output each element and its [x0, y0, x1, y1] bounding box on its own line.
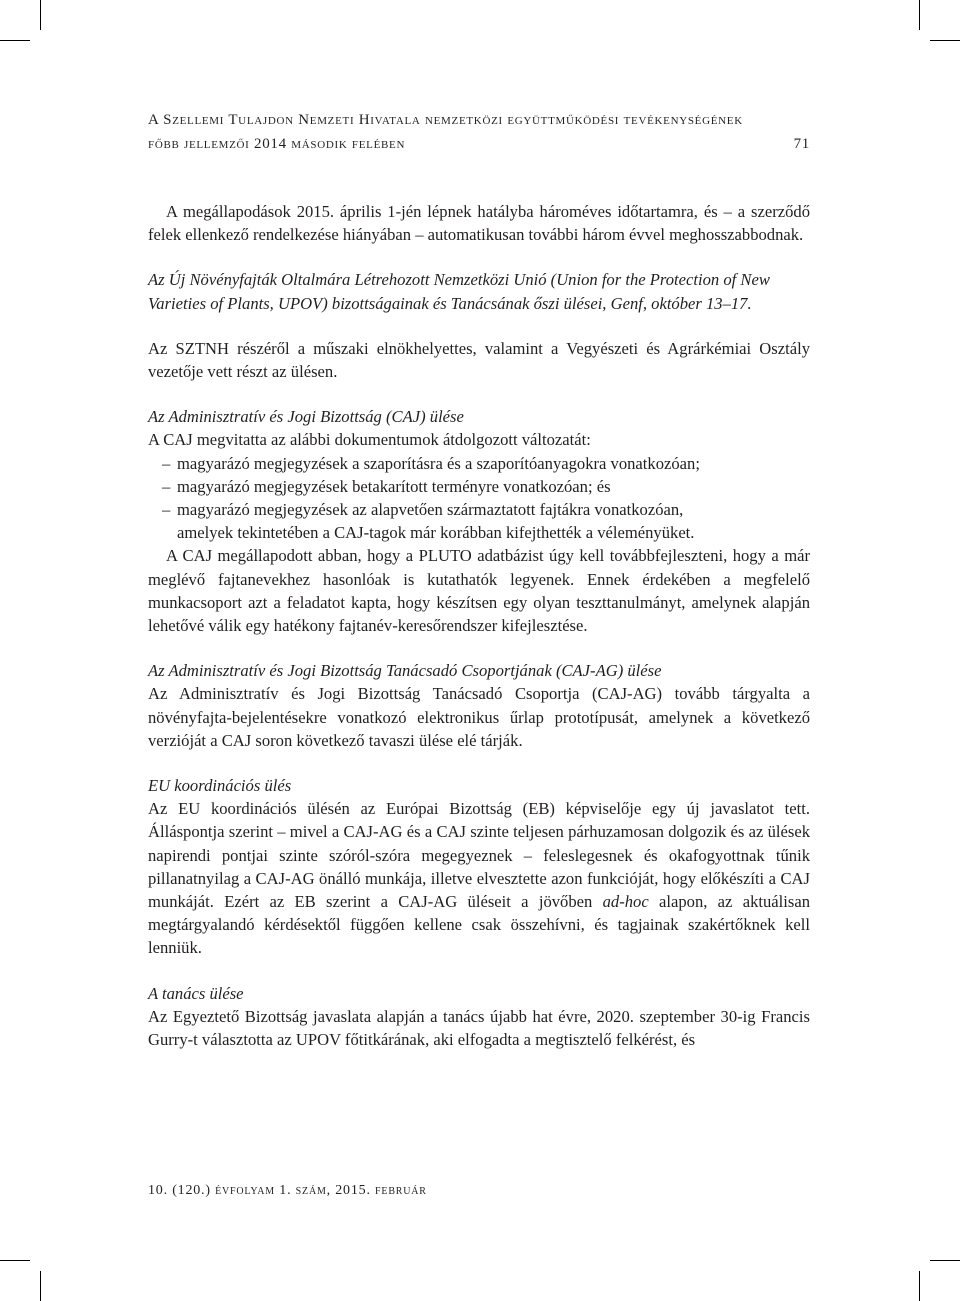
heading-eu: EU koordinációs ülés — [148, 776, 292, 796]
running-head-line1: A Szellemi Tulajdon Nemzeti Hivatala nemzetközi együttműködési tevékenységének — [148, 112, 743, 128]
running-head-line2: főbb jellemzői 2014 második felében — [148, 136, 406, 152]
crop-mark — [0, 1260, 30, 1261]
heading-upov: Az Új Növényfajták Oltalmára Létrehozott Nemzetközi Unió (Union for the Protection of New Varieties of Plants, UPOV) bizottságainak és Tanácsának őszi ülései, Genf, október 13–17. — [148, 270, 770, 313]
paragraph-caj-ag: Az Adminisztratív és Jogi Bizottság Tanácsadó Csoportja (CAJ-AG) tovább tárgyalta a növényfajta-bejelentésekre vonatkozó elektronikus űrlap prototípusát, amelynek a következő verzióját a CAJ soron következő tavaszi ülése elé tárják. — [148, 684, 810, 750]
body-text — [148, 200, 810, 1051]
heading-caj-ag: Az Adminisztratív és Jogi Bizottság Tanácsadó Csoportjának (CAJ-AG) ülése — [148, 661, 662, 681]
crop-mark — [0, 40, 30, 41]
crop-mark — [919, 1271, 920, 1301]
crop-mark — [930, 1260, 960, 1261]
list-tail: amelyek tekintetében a CAJ-tagok már korábban kifejthették a véleményüket. — [177, 523, 695, 543]
page-number: 71 — [793, 136, 810, 152]
paragraph-sztnh: Az SZTNH részéről a műszaki elnökhelyettes, valamint a Vegyészeti és Agrárkémiai Osztály vezetője vett részt az ülésen. — [148, 338, 810, 382]
heading-council: A tanács ülése — [148, 983, 244, 1003]
crop-mark — [40, 0, 41, 30]
running-head — [148, 108, 810, 156]
list-item: – magyarázó megjegyzések betakarított terményre vonatkozóan; és — [162, 476, 611, 496]
crop-mark — [919, 0, 920, 30]
paragraph-agreements: A megállapodások 2015. április 1-jén lépnek hatályba hároméves időtartamra, és – a szerződő felek ellenkező rendelkezése hiányában – automatikusan további három évvel meghosszabbodnak. — [148, 202, 810, 245]
paragraph-caj-intro: A CAJ megvitatta az alábbi dokumentumok átdolgozott változatát: — [148, 430, 591, 450]
heading-caj: Az Adminisztratív és Jogi Bizottság (CAJ) ülése — [148, 407, 464, 427]
paragraph-eu: Az EU koordinációs ülésén az Európai Bizottság (EB) képviselője egy új javaslatot tett. Álláspontja szerint – mivel a CAJ-AG és a CAJ szinte teljesen párhuzamosan dolgozik és az ülések napirendi pontjai szinte szóról-szóra megegyeznek – feleslegesnek és okafogyottnak tűnik pillanatnyilag a CAJ-AG önálló munkája, illetve elvesztette azon funkcióját, hogy előkészíti a CAJ munkáját. Ezért az EB szerint a CAJ-AG üléseit a jövőben ad-hoc alapon, az aktuálisan megtárgyalandó kérdésektől függően kellene csak összehívni, és tagjainak szakértőknek kell lenniük. — [148, 799, 810, 958]
paragraph-pluto: A CAJ megállapodott abban, hogy a PLUTO adatbázist úgy kell továbbfejleszteni, hogy a már meglévő fajtanevekhez hasonlóak is kutathatók legyenek. Ennek érdekében a megfelelő munkacsoport azt a feladatot kapta, hogy készítsen egy olyan teszttanulmányt, amelynek alapján lehetővé válik egy hatékony fajtanév-keresőrendszer kifejlesztése. — [148, 546, 810, 636]
crop-mark — [930, 40, 960, 41]
list-item: – magyarázó megjegyzések az alapvetően származtatott fajtákra vonatkozóan, — [162, 500, 684, 520]
list-item: – magyarázó megjegyzések a szaporításra és a szaporítóanyagokra vonatkozóan; — [162, 453, 700, 473]
crop-mark — [40, 1271, 41, 1301]
paragraph-council: Az Egyeztető Bizottság javaslata alapján a tanács újabb hat évre, 2020. szeptember 30-ig Francis Gurry-t választotta az UPOV főtitkárának, aki elfogadta a megtisztelő felkérést, és — [148, 1006, 810, 1050]
footer: 10. (120.) évfolyam 1. szám, 2015. február — [148, 1183, 427, 1198]
